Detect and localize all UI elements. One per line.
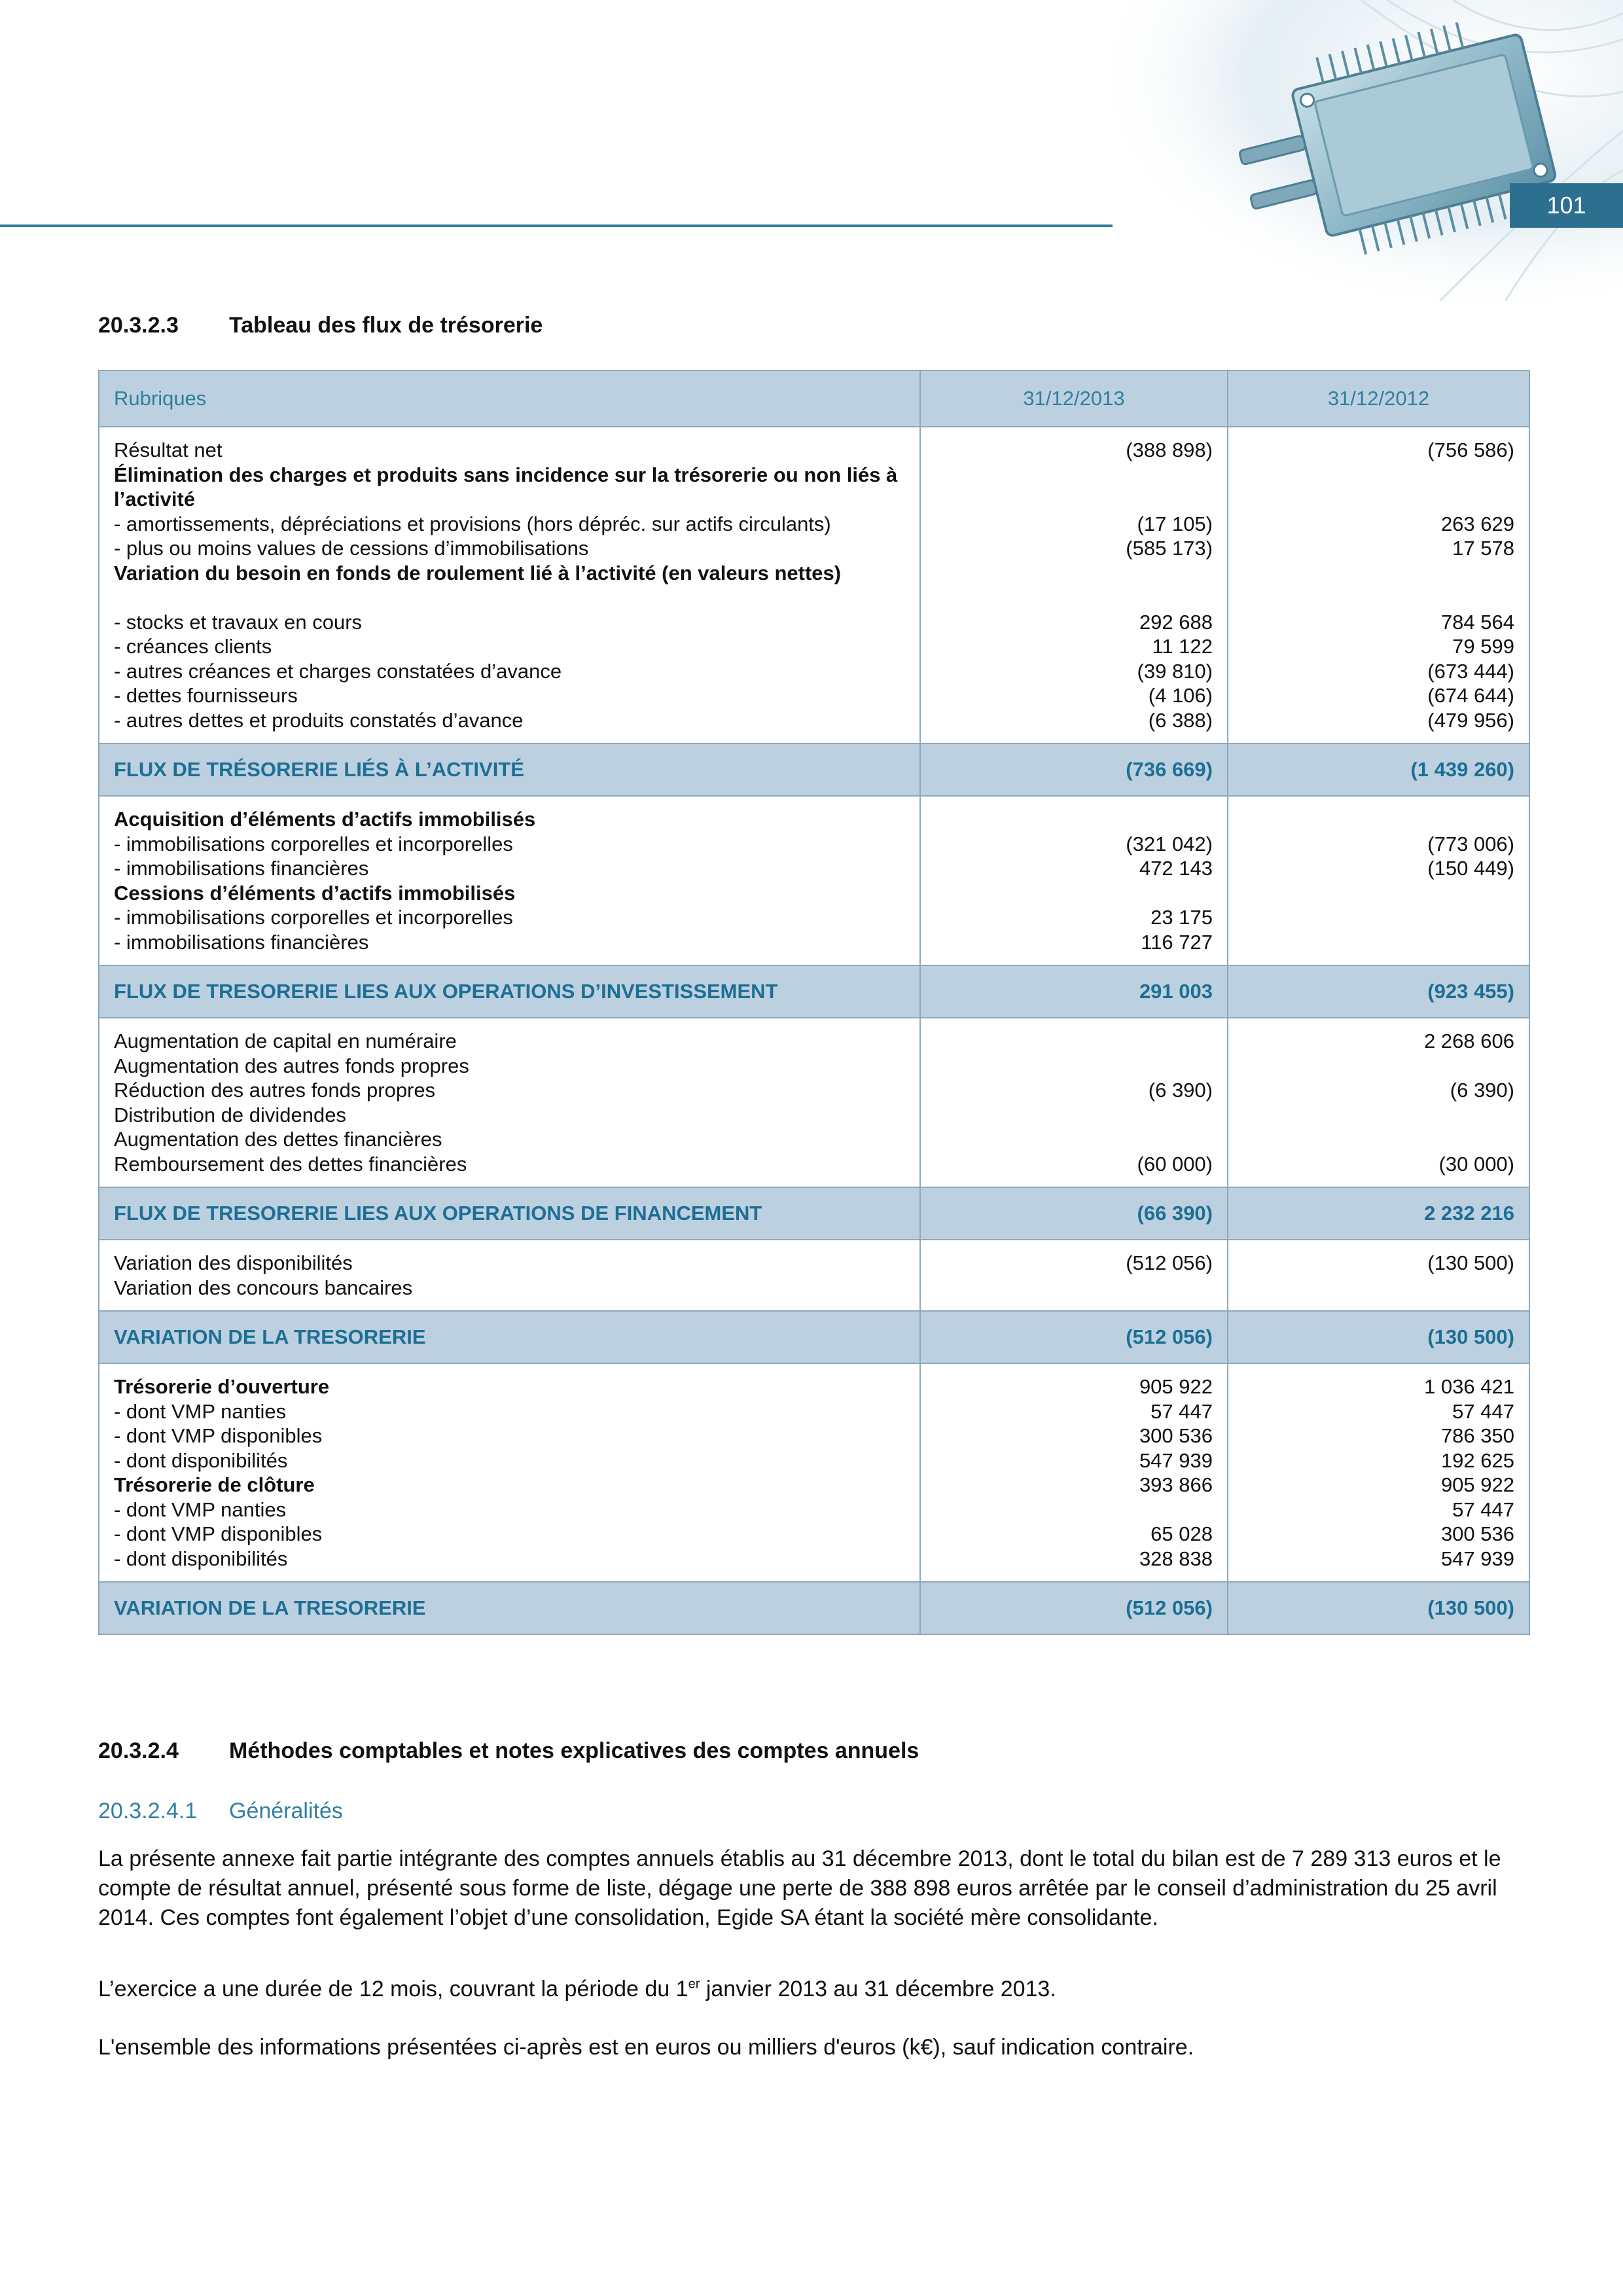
subtotal-row-operating [99,744,1529,796]
row-value-2013 [935,1276,1213,1300]
subtotal-row-treasury [99,1582,1529,1634]
row-label: - dont VMP disponibles [114,1522,323,1545]
row-label: Variation du besoin en fonds de roulement lié à l’activité (en valeurs nettes) [114,561,842,584]
row-value-2013: (585 173) [1126,537,1213,560]
row-label: - immobilisations corporelles et incorporelles [114,906,513,929]
row-value-2013: (6 388) [1148,708,1213,732]
subtotal-label: FLUX DE TRESORERIE LIES AUX OPERATIONS DE FINANCEMENT [99,1187,920,1240]
row-value-2013: 547 939 [1139,1448,1213,1472]
header-rule [0,224,1113,227]
paragraph-text: L’exercice a une durée de 12 mois, couvrant la période du 1 [98,1977,688,2001]
row-value-2012: (756 586) [1427,439,1514,461]
row-value-2012 [1243,1276,1514,1300]
row-value-2013: 65 028 [1150,1522,1213,1545]
row-value-2013: 116 727 [1141,930,1213,954]
row-label: Acquisition d’éléments d’actifs immobilisés [114,808,536,831]
row-value-2012 [1243,930,1514,955]
row-label: Réduction des autres fonds propres [114,1079,436,1102]
subtotal-label: VARIATION DE LA TRESORERIE [99,1582,920,1634]
subtotal-2013: (512 056) [920,1582,1228,1634]
subtotal-label: VARIATION DE LA TRESORERIE [99,1311,920,1363]
row-value-2012 [1243,1054,1514,1079]
row-value-2012 [1243,1127,1514,1152]
row-label: - créances clients [114,635,272,658]
row-value-2013: (17 105) [1137,512,1213,535]
row-label: Augmentation de capital en numéraire [114,1030,457,1052]
row-value-2013: 292 688 [1139,610,1213,634]
row-value-2012: 905 922 [1440,1473,1514,1496]
row-value-2012 [1243,463,1514,512]
row-value-2013: 57 447 [1150,1399,1213,1423]
row-label: Augmentation des dettes financières [114,1128,442,1151]
subtotal-2013: (512 056) [920,1311,1228,1363]
row-value-2012 [1243,905,1514,930]
subsection-number: 20.3.2.4.1 [98,1799,198,1823]
row-value-2012: (479 956) [1427,708,1514,732]
table-block-financing [99,1018,1529,1187]
row-label: Augmentation des autres fonds propres [114,1054,469,1077]
subtotal-row-investing [99,965,1529,1018]
row-label: Trésorerie d’ouverture [114,1375,330,1398]
paragraph-annex-intro: La présente annexe fait partie intégrante des comptes annuels établis au 31 décembre 2013, dont le total du bilan est de 7 289 313 euros et le compte de résultat annuel, présenté sous forme de liste, dégage une perte de 388 898 euros arrêtée par le conseil d’administration du 25 avril 2014. Ces comptes font également l’objet d’une consolidation, Egide SA étant la société mère consolidante. [98,1846,1501,1930]
subtotal-2012: (130 500) [1228,1311,1529,1363]
paragraph-text: janvier 2013 au 31 décembre 2013. [700,1977,1056,2001]
row-label: - dont VMP nanties [114,1399,287,1423]
subtotal-2013: (736 669) [920,744,1228,796]
row-value-2012: (773 006) [1427,832,1514,855]
row-value-2013: (39 810) [1137,659,1213,683]
section-number: 20.3.2.4 [98,1738,179,1763]
row-label: - autres dettes et produits constatés d’avance [114,708,524,732]
row-label: - dont VMP nanties [114,1498,287,1521]
row-label: Trésorerie de clôture [114,1473,315,1496]
row-value-2013: (60 000) [1137,1152,1213,1175]
row-value-2013: (512 056) [1126,1251,1213,1274]
row-value-2012: (150 449) [1427,857,1514,880]
table-block-investing [99,796,1529,965]
row-value-2012: 17 578 [1452,537,1514,560]
row-label: - stocks et travaux en cours [114,610,363,634]
row-value-2012 [1243,807,1514,832]
row-label: - immobilisations financières [114,857,369,880]
row-value-2012: 2 268 606 [1424,1030,1514,1052]
row-value-2013: 23 175 [1150,906,1213,929]
paragraph-currency-note: L'ensemble des informations présentées ci-après est en euros ou milliers d'euros (k€), sauf indication contraire. [98,2035,1194,2060]
row-value-2013: (321 042) [1126,832,1213,855]
row-value-2013: 300 536 [1139,1424,1213,1447]
row-value-2012: (130 500) [1427,1251,1514,1274]
row-label: - dettes fournisseurs [114,684,298,707]
table-block-treasury [99,1363,1529,1582]
row-label: - dont disponibilités [114,1448,288,1472]
section-heading-cash-flow [98,313,543,338]
row-label: Remboursement des dettes financières [114,1152,467,1175]
row-value-2013 [935,463,1213,512]
row-value-2013: 393 866 [1139,1473,1213,1496]
row-value-2013 [935,881,1213,906]
section-heading-accounting-methods [98,1738,919,1764]
electronic-component-illustration [1113,0,1623,301]
subtotal-label: FLUX DE TRÉSORERIE LIÉS À L’ACTIVITÉ [99,744,920,796]
row-value-2012: (674 644) [1427,684,1514,707]
column-header-2012: 31/12/2012 [1228,370,1529,427]
row-label: - amortissements, dépréciations et provisions (hors dépréc. sur actifs circulants) [114,512,831,535]
row-value-2012: 79 599 [1452,635,1514,658]
row-value-2013 [935,561,1213,610]
paragraph-fiscal-year [98,1975,1531,2004]
subtotal-row-variation [99,1311,1529,1363]
subtotal-2013: 291 003 [920,965,1228,1018]
row-label: Résultat net [114,439,223,461]
subtotal-2012: 2 232 216 [1228,1187,1529,1240]
row-label: - immobilisations financières [114,930,369,954]
row-label: - plus ou moins values de cessions d’immobilisations [114,537,589,560]
row-value-2013: 905 922 [1139,1375,1213,1398]
subtotal-row-financing [99,1187,1529,1240]
subtotal-label: FLUX DE TRESORERIE LIES AUX OPERATIONS D’INVESTISSEMENT [99,965,920,1018]
row-value-2013 [935,1103,1213,1128]
page-number: 101 [1510,183,1623,228]
subtotal-2012: (1 439 260) [1228,744,1529,796]
row-label: - dont disponibilités [114,1547,288,1570]
row-value-2012: 57 447 [1452,1498,1514,1521]
row-value-2013 [935,807,1213,832]
superscript: er [688,1977,700,1992]
row-value-2012 [1243,881,1514,906]
subsection-heading-generalites [98,1799,343,1824]
row-value-2013: 472 143 [1139,857,1213,880]
row-value-2012: 57 447 [1452,1399,1514,1423]
row-value-2013: (6 390) [1148,1079,1213,1102]
row-value-2013 [935,1498,1213,1522]
table-header-row [99,370,1529,427]
row-value-2012: 547 939 [1440,1547,1514,1570]
row-value-2012 [1243,1103,1514,1128]
column-header-rubriques: Rubriques [99,370,920,427]
subsection-title: Généralités [229,1799,343,1823]
row-label: Cessions d’éléments d’actifs immobilisés [114,881,516,905]
section-title: Tableau des flux de trésorerie [229,313,543,338]
subtotal-2013: (66 390) [920,1187,1228,1240]
subtotal-2012: (130 500) [1228,1582,1529,1634]
row-label: Variation des disponibilités [114,1251,353,1274]
row-value-2012: 300 536 [1440,1522,1514,1545]
row-value-2013: 328 838 [1139,1547,1213,1570]
row-value-2012: 784 564 [1440,610,1514,634]
row-label: - autres créances et charges constatées d’avance [114,659,562,683]
row-label: - dont VMP disponibles [114,1424,323,1447]
row-value-2013 [935,1054,1213,1079]
row-value-2013 [935,1127,1213,1152]
row-value-2013: (4 106) [1148,684,1213,707]
row-value-2012: 192 625 [1440,1448,1514,1472]
row-value-2013 [935,1029,1213,1054]
row-value-2013: (388 898) [1126,439,1213,461]
row-label: Variation des concours bancaires [114,1276,413,1299]
table-block-operating [99,427,1529,744]
row-value-2012: (30 000) [1438,1152,1514,1175]
row-value-2012: 786 350 [1440,1424,1514,1447]
row-value-2012: 1 036 421 [1424,1375,1514,1398]
row-label: - immobilisations corporelles et incorporelles [114,832,513,855]
row-value-2012: 263 629 [1440,512,1514,535]
table-block-variation [99,1240,1529,1311]
section-number: 20.3.2.3 [98,313,179,338]
section-title: Méthodes comptables et notes explicatives des comptes annuels [229,1738,919,1763]
cash-flow-table [98,370,1530,1635]
row-value-2012: (6 390) [1450,1079,1514,1102]
column-header-2013: 31/12/2013 [920,370,1228,427]
row-value-2012: (673 444) [1427,659,1514,683]
row-label: Distribution de dividendes [114,1103,346,1126]
row-value-2013: 11 122 [1152,635,1213,658]
row-value-2012 [1243,561,1514,610]
row-label: Élimination des charges et produits sans incidence sur la trésorerie ou non liés à l’activité [114,463,898,511]
subtotal-2012: (923 455) [1228,965,1529,1018]
